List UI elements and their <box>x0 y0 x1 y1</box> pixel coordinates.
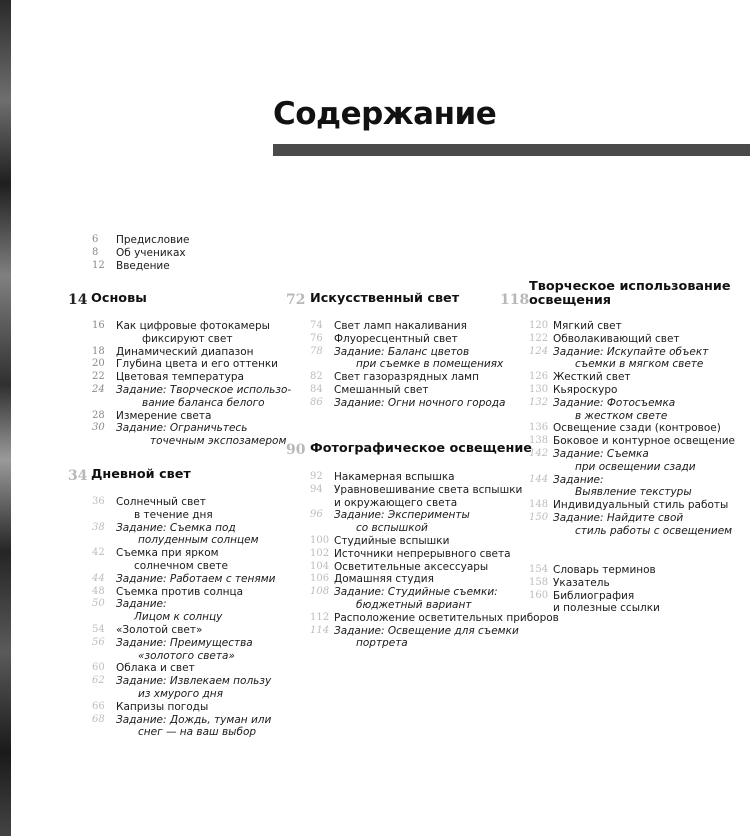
toc-entry-assignment[interactable]: 62 Задание: Извлекаем пользу из хмурого дня <box>92 675 272 700</box>
toc-entry[interactable]: 84 Смешанный свет <box>310 383 429 396</box>
toc-entry[interactable]: 54 «Золотой свет» <box>92 623 203 636</box>
section-number: 72 <box>286 292 306 308</box>
section-entries-tvorcheskoe <box>529 320 735 538</box>
toc-entry[interactable]: 148 Индивидуальный стиль работы <box>529 499 729 512</box>
section-number: 90 <box>286 442 306 458</box>
toc-entry[interactable]: 130 Кьяроскуро <box>529 383 618 396</box>
toc-entry[interactable]: 94 Уравновешивание света вспышки и окружающего света <box>310 483 523 509</box>
intro-list <box>92 234 190 272</box>
appendix-list <box>529 564 660 615</box>
toc-entry[interactable]: 66 Капризы погоды <box>92 700 209 713</box>
toc-entry-assignment[interactable]: 86 Задание: Огни ночного города <box>310 396 506 409</box>
section-entries-osnovy <box>92 320 291 448</box>
section-number: 34 <box>68 468 88 484</box>
toc-entry[interactable]: 12 Введение <box>92 259 170 272</box>
toc-entry[interactable]: 126 Жесткий свет <box>529 371 631 384</box>
toc-entry-assignment[interactable]: 68 Задание: Дождь, туман или снег — на ваш выбор <box>92 713 272 739</box>
section-title: Дневной свет <box>91 467 191 482</box>
toc-entry-assignment[interactable]: 96 Задание: Эксперименты со вспышкой <box>310 509 470 535</box>
toc-entry-assignment[interactable]: 150 Задание: Найдите свой стиль работы с освещением <box>529 511 733 537</box>
section-title: Фотографическое освещение <box>310 441 532 456</box>
section-title: Основы <box>91 291 147 306</box>
toc-entry[interactable]: 42 Съемка при ярком солнечном свете <box>92 547 228 572</box>
toc-entry[interactable]: 22 Цветовая температура <box>92 371 244 384</box>
toc-entry-assignment[interactable]: 114 Задание: Освещение для съемки портрета <box>310 624 519 650</box>
toc-entry-assignment[interactable]: 56 Задание: Преимущества «золотого света» <box>92 636 253 662</box>
section-title: Творческое использование освещения <box>529 279 731 308</box>
toc-entry[interactable]: 154 Словарь терминов <box>529 564 656 576</box>
photo-edge-strip <box>0 0 11 836</box>
section-entries-foto <box>310 471 559 650</box>
toc-entry[interactable]: 104 Осветительные аксессуары <box>310 560 489 573</box>
section-header-tvorcheskoe[interactable] <box>500 280 731 308</box>
toc-entry[interactable]: 92 Накамерная вспышка <box>310 471 455 483</box>
toc-entry-assignment[interactable]: 24 Задание: Творческое использо- вание баланса белого <box>92 383 292 409</box>
title-rule <box>273 144 750 156</box>
toc-entry[interactable]: 48 Съемка против солнца <box>92 585 244 598</box>
page-title: Содержание <box>273 96 497 132</box>
section-header-iskusstvenny[interactable] <box>286 292 459 308</box>
toc-entry[interactable]: 136 Освещение сзади (контровое) <box>529 422 721 435</box>
toc-entry-assignment[interactable]: 142 Задание: Съемка при освещении сзади <box>529 447 696 473</box>
toc-entry[interactable]: 102 Источники непрерывного света <box>310 547 511 560</box>
toc-entry[interactable]: 74 Свет ламп накаливания <box>310 320 467 332</box>
section-number: 14 <box>68 292 88 308</box>
toc-entry[interactable]: 82 Свет газоразрядных ламп <box>310 371 479 384</box>
toc-entry-assignment[interactable]: 44 Задание: Работаем с тенями <box>92 572 276 585</box>
toc-entry[interactable]: 160 Библиография и полезные ссылки <box>529 589 660 615</box>
section-header-foto[interactable] <box>286 442 532 458</box>
section-entries-dnevnoy <box>92 496 275 739</box>
toc-entry-assignment[interactable]: 124 Задание: Искупайте объект съемки в мягком свете <box>529 345 709 371</box>
toc-entry[interactable]: 138 Боковое и контурное освещение <box>529 435 736 448</box>
toc-entry[interactable]: 6 Предисловие <box>92 234 190 246</box>
toc-entry[interactable]: 112 Расположение осветительных приборов <box>310 611 559 624</box>
toc-entry[interactable]: 100 Студийные вспышки <box>310 534 450 547</box>
toc-entry[interactable]: 76 Флуоресцентный свет <box>310 332 458 345</box>
toc-entry-assignment[interactable]: 144 Задание: Выявление текстуры <box>529 473 692 499</box>
toc-entry[interactable]: 106 Домашняя студия <box>310 573 434 586</box>
toc-entry[interactable]: 20 Глубина цвета и его оттенки <box>92 358 278 371</box>
section-header-osnovy[interactable] <box>68 292 147 308</box>
toc-entry-assignment[interactable]: 38 Задание: Съемка под полуденным солнцем <box>92 521 259 547</box>
toc-entry[interactable]: 28 Измерение света <box>92 409 212 422</box>
toc-entry[interactable]: 122 Обволакивающий свет <box>529 332 680 345</box>
toc-entry-assignment[interactable]: 108 Задание: Студийные съемки: бюджетный вариант <box>310 586 498 611</box>
section-entries-iskusstvenny <box>310 320 505 410</box>
toc-entry[interactable]: 8 Об учениках <box>92 246 186 259</box>
toc-entry[interactable]: 16 Как цифровые фотокамеры фиксируют свет <box>92 320 270 345</box>
toc-entry[interactable]: 120 Мягкий свет <box>529 320 622 332</box>
toc-entry-assignment[interactable]: 30 Задание: Ограничьтесь точечным экспозамером <box>92 422 287 448</box>
section-header-dnevnoy[interactable] <box>68 468 191 484</box>
toc-entry[interactable]: 18 Динамический диапазон <box>92 345 254 358</box>
toc-entry[interactable]: 60 Облака и свет <box>92 662 195 675</box>
section-number: 118 <box>500 292 530 308</box>
toc-entry-assignment[interactable]: 50 Задание: Лицом к солнцу <box>92 598 223 624</box>
toc-entry-assignment[interactable]: 132 Задание: Фотосъемка в жестком свете <box>529 396 676 422</box>
toc-entry[interactable]: 158 Указатель <box>529 576 610 589</box>
section-title: Искусственный свет <box>310 291 460 306</box>
toc-entry-assignment[interactable]: 78 Задание: Баланс цветов при съемке в помещениях <box>310 345 504 371</box>
toc-entry[interactable]: 36 Солнечный свет в течение дня <box>92 496 213 521</box>
